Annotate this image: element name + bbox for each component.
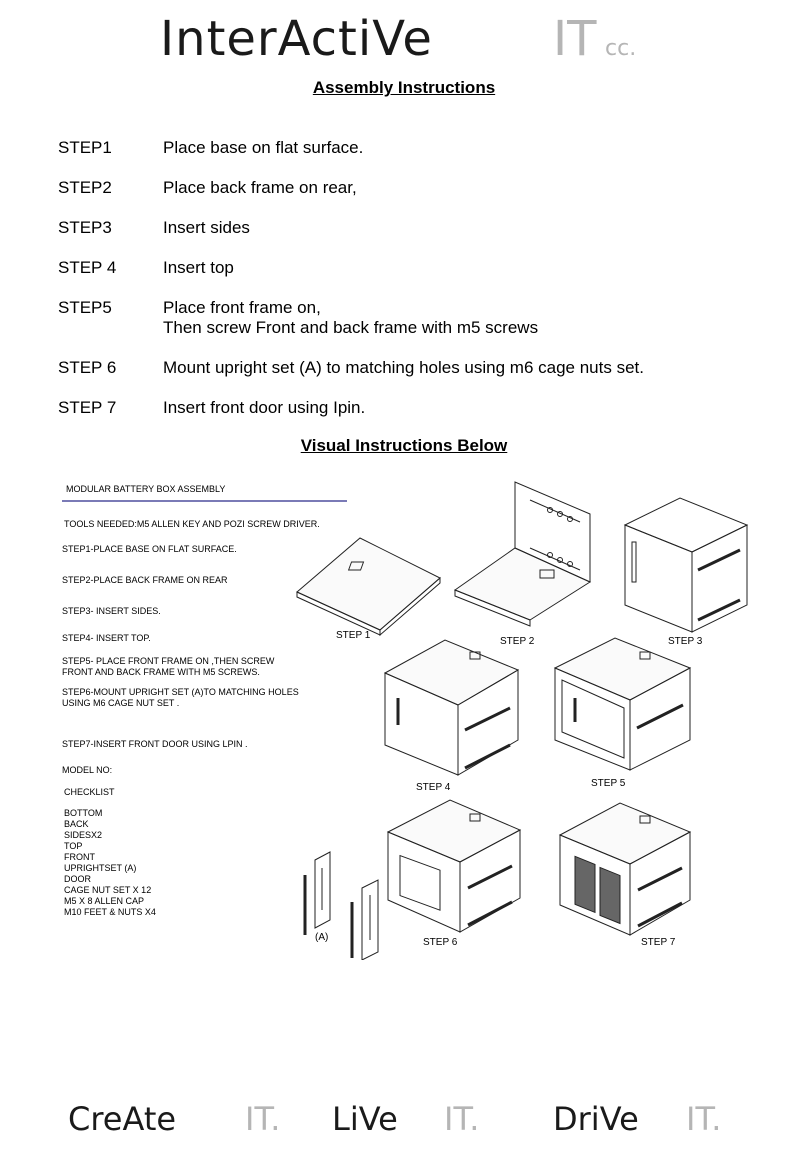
checklist-item: M10 FEET & NUTS X4	[64, 907, 156, 917]
checklist-item: DOOR	[64, 874, 91, 884]
step3-sides-illustration	[625, 498, 747, 632]
step5-front-frame-illustration	[555, 638, 690, 770]
assembly-diagram	[0, 470, 808, 960]
diagram-instruction: STEP4- INSERT TOP.	[62, 633, 151, 643]
diagram-instruction: FRONT AND BACK FRAME WITH M5 SCREWS.	[62, 667, 260, 677]
step-label: STEP 7	[58, 398, 117, 417]
assembly-title: Assembly Instructions	[312, 78, 496, 97]
logo-cc-text: cc.	[605, 36, 637, 61]
step-caption: STEP 6	[423, 937, 458, 948]
diagram-instruction: USING M6 CAGE NUT SET .	[62, 698, 180, 708]
step-label: STEP3	[58, 218, 112, 237]
step-label: STEP 4	[58, 258, 117, 277]
slogan-word: DriVe	[553, 1100, 639, 1138]
diagram-title: MODULAR BATTERY BOX ASSEMBLY	[66, 484, 226, 494]
step-text: Insert sides	[163, 218, 250, 237]
checklist-item: SIDESX2	[64, 830, 103, 840]
visual-instructions-heading: Visual Instructions Below	[300, 436, 508, 455]
tools-needed: TOOLS NEEDED:M5 ALLEN KEY AND POZI SCREW DRIVER.	[64, 519, 320, 529]
model-no: MODEL NO:	[62, 765, 113, 775]
step-text: Mount upright set (A) to matching holes using m6 cage nuts set.	[163, 358, 644, 377]
step-label: STEP2	[58, 178, 112, 197]
slogan-it: IT.	[686, 1100, 722, 1138]
slogan-it: IT.	[444, 1100, 480, 1138]
step-caption: STEP 4	[416, 782, 451, 793]
footer-slogans	[0, 1090, 808, 1150]
diagram-instruction: STEP6-MOUNT UPRIGHT SET (A)TO MATCHING HOLES	[62, 687, 299, 697]
step6-upright-illustration	[305, 800, 520, 960]
checklist-item: M5 X 8 ALLEN CAP	[64, 896, 145, 906]
logo-it-text: IT	[553, 11, 597, 67]
diagram-instruction: STEP5- PLACE FRONT FRAME ON ,THEN SCREW	[62, 656, 275, 666]
step-caption: STEP 5	[591, 778, 626, 789]
checklist-item: TOP	[64, 841, 83, 851]
slogan-word: LiVe	[332, 1100, 398, 1138]
slogan-word: CreAte	[68, 1100, 177, 1138]
diagram-instruction: STEP3- INSERT SIDES.	[62, 606, 161, 616]
upright-label: (A)	[315, 932, 329, 943]
checklist-title: CHECKLIST	[64, 787, 115, 797]
diagram-instruction: STEP1-PLACE BASE ON FLAT SURFACE.	[62, 544, 237, 554]
company-logo	[0, 0, 808, 70]
step-caption: STEP 1	[336, 630, 371, 641]
step-text: Place base on flat surface.	[163, 138, 364, 157]
checklist-item: BACK	[64, 819, 89, 829]
step2-back-frame-illustration	[455, 482, 590, 626]
logo-main-text: InterActiVe	[160, 11, 433, 67]
step7-door-illustration	[560, 803, 690, 935]
step-text: Place front frame on, Then screw Front and back frame with m5 screws	[163, 298, 539, 337]
step-text: Insert top	[163, 258, 234, 277]
checklist-item: UPRIGHTSET (A)	[64, 863, 137, 873]
step-label: STEP5	[58, 298, 112, 317]
step-text: Place back frame on rear,	[163, 178, 357, 197]
step-caption: STEP 3	[668, 636, 703, 647]
diagram-instruction: STEP7-INSERT FRONT DOOR USING LPIN .	[62, 739, 248, 749]
step1-base-illustration	[297, 538, 440, 635]
step-caption: STEP 2	[500, 636, 535, 647]
step-label: STEP1	[58, 138, 112, 157]
checklist-item: BOTTOM	[64, 808, 103, 818]
step-caption: STEP 7	[641, 937, 676, 948]
checklist-item: FRONT	[64, 852, 95, 862]
diagram-instruction: STEP2-PLACE BACK FRAME ON REAR	[62, 575, 228, 585]
step-label: STEP 6	[58, 358, 117, 377]
checklist-item: CAGE NUT SET X 12	[64, 885, 152, 895]
step-text: Insert front door using Ipin.	[163, 398, 366, 417]
slogan-it: IT.	[245, 1100, 281, 1138]
step4-top-illustration	[385, 640, 518, 775]
